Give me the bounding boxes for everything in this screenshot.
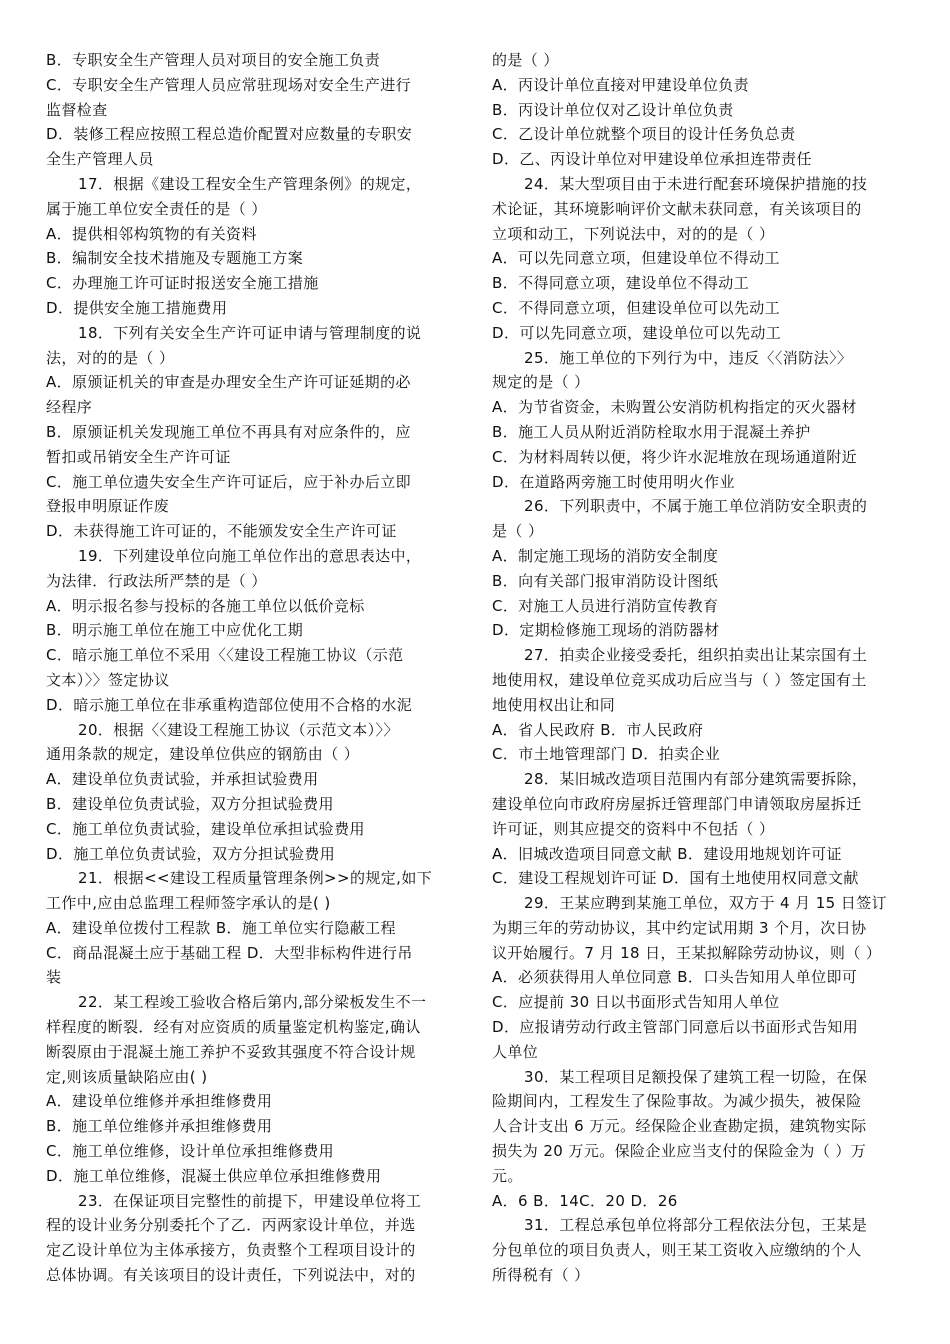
text-line: A．建设单位维修并承担维修费用 [46,1092,273,1111]
text-line: 为法律．行政法所严禁的是（ ） [46,571,267,590]
text-line: C．乙设计单位就整个项目的设计任务负总责 [492,125,796,144]
text-line: A．为节省资金，未购置公安消防机构指定的灭火器材 [492,398,857,417]
text-line: C．暗示施工单位不采用〈〈建设工程施工协议（示范 [46,646,404,665]
text-line: 文本）〉〉签定协议 [46,670,170,689]
text-line: D．施工单位维修，混凝土供应单位承担维修费用 [46,1166,382,1185]
text-line: A．6 B．14C．20 D．26 [492,1191,678,1210]
text-line: 许可证，则其应提交的资料中不包括（ ） [492,819,775,838]
text-line: D．可以先同意立项，建设单位可以先动工 [492,323,782,342]
text-line: C．专职安全生产管理人员应常驻现场对安全生产进行 [46,75,412,94]
question-stem-line: 18．下列有关安全生产许可证申请与管理制度的说 [78,323,422,342]
text-line: 元。 [492,1166,523,1185]
text-line: 立项和动工，下列说法中，对的的是（ ） [492,224,775,243]
text-line: 属于施工单位安全责任的是（ ） [46,199,267,218]
text-line: C．市土地管理部门 D．拍卖企业 [492,745,721,764]
text-line: 暂扣或吊销安全生产许可证 [46,447,231,466]
text-line: C．商品混凝土应于基础工程 D．大型非标构件进行吊 [46,943,413,962]
text-line: B．建设单位负责试验，双方分担试验费用 [46,794,334,813]
question-stem-line: 30．某工程项目足额投保了建筑工程一切险，在保 [524,1067,868,1086]
question-stem-line: 25．施工单位的下列行为中，违反〈〈消防法〉〉 [524,348,853,367]
question-stem-line: 23．在保证项目完整性的前提下，甲建设单位将工 [78,1191,422,1210]
question-stem-line: 31．工程总承包单位将部分工程依法分包，王某是 [524,1216,868,1235]
text-line: A．提供相邻构筑物的有关资料 [46,224,257,243]
text-line: 损失为 20 万元。保险企业应当支付的保险金为（ ）万 [492,1142,867,1161]
text-line: 登报申明原证作废 [46,497,170,516]
text-line: A．制定施工现场的消防安全制度 [492,546,719,565]
left-column [46,48,456,1288]
text-line: D．提供安全施工措施费用 [46,298,228,317]
question-stem-line: 22．某工程竣工验收合格后第内,部分梁板发生不一 [78,993,427,1012]
text-line: B．丙设计单位仅对乙设计单位负责 [492,100,734,119]
text-line: 地使用权出让和同 [492,695,616,714]
text-line: 议开始履行。7 月 18 日，王某拟解除劳动协议，则（ ） [492,943,882,962]
text-line: C．不得同意立项，但建设单位可以先动工 [492,298,781,317]
text-line: A．省人民政府 B．市人民政府 [492,720,704,739]
text-line: D．施工单位负责试验，双方分担试验费用 [46,844,336,863]
question-stem-line: 21．根据<<建设工程质量管理条例>>的规定,如下 [78,869,433,888]
right-column [492,48,906,1288]
text-line: A．明示报名参与投标的各施工单位以低价竞标 [46,596,365,615]
text-line: D．定期检修施工现场的消防器材 [492,621,720,640]
text-line: 的是（ ） [492,51,559,69]
text-line: 全生产管理人员 [46,150,154,169]
text-line: 程的设计业务分别委托个了乙．丙两家设计单位，并选 [46,1216,416,1235]
text-line: 是（ ） [492,522,544,541]
text-line: B．编制安全技术措施及专题施工方案 [46,249,304,268]
text-line: D．乙、丙设计单位对甲建设单位承担连带责任 [492,150,812,169]
text-line: A．旧城改造项目同意文献 B．建设用地规划许可证 [492,844,842,863]
text-line: C．施工单位遗失安全生产许可证后，应于补办后立即 [46,472,412,491]
text-line: 地使用权，建设单位竞买成功后应当与（ ）签定国有土 [492,670,867,689]
text-line: 断裂原由于混凝土施工养护不妥致其强度不符合设计规 [46,1042,416,1061]
text-line: 装 [46,968,62,987]
text-line: D．暗示施工单位在非承重构造部位使用不合格的水泥 [46,695,413,714]
text-line: D．装修工程应按照工程总造价配置对应数量的专职安 [46,125,413,144]
question-stem-line: 19．下列建设单位向施工单位作出的意思表达中， [78,546,422,565]
text-line: C．为材料周转以便，将少许水泥堆放在现场通道附近 [492,447,858,466]
text-line: C．施工单位负责试验，建设单位承担试验费用 [46,819,365,838]
text-line: 险期间内，工程发生了保险事故。为减少损失，被保险 [492,1092,862,1111]
text-line: B．专职安全生产管理人员对项目的安全施工负责 [46,51,381,69]
text-line: B．施工单位维修并承担维修费用 [46,1117,273,1136]
text-line: 人合计支出 6 万元。经保险企业查勘定损，建筑物实际 [492,1117,867,1136]
question-stem-line: 29．王某应聘到某施工单位，双方于 4 月 15 日签订 [524,894,887,913]
text-line: 工作中,应由总监理工程师签字承认的是( ) [46,894,331,913]
text-line: A．建设单位负责试验，并承担试验费用 [46,770,319,789]
text-line: 通用条款的规定，建设单位供应的钢筋由（ ） [46,745,360,764]
text-line: 建设单位向市政府房屋拆迁管理部门申请领取房屋拆迁 [492,794,862,813]
text-line: 法，对的的是（ ） [46,348,175,367]
text-line: A．原颁证机关的审查是办理安全生产许可证延期的必 [46,373,411,392]
text-line: B．施工人员从附近消防栓取水用于混凝土养护 [492,422,811,441]
text-line: C．对施工人员进行消防宣传教育 [492,596,719,615]
text-line: C．施工单位维修，设计单位承担维修费用 [46,1142,335,1161]
text-line: 为期三年的劳动协议，其中约定试用期 3 个月，次日协 [492,918,867,937]
text-line: 人单位 [492,1042,539,1061]
text-line: A．必须获得用人单位同意 B．口头告知用人单位即可 [492,968,858,987]
text-line: A．可以先同意立项，但建设单位不得动工 [492,249,780,268]
text-line: 监督检查 [46,100,108,119]
question-stem-line: 20．根据〈〈建设工程施工协议（示范文本）〉〉 [78,720,399,739]
text-line: B．明示施工单位在施工中应优化工期 [46,621,304,640]
question-stem-line: 27．拍卖企业接受委托，组织拍卖出让某宗国有土 [524,646,868,665]
text-line: 定,则该质量缺陷应由( ) [46,1067,208,1086]
text-line: 样程度的断裂．经有对应资质的质量鉴定机构鉴定,确认 [46,1018,421,1037]
text-line: 经程序 [46,398,93,417]
text-line: 总体协调。有关该项目的设计责任，下列说法中，对的 [46,1266,416,1285]
text-line: D．应报请劳动行政主管部门同意后以书面形式告知用 [492,1018,859,1037]
text-line: 所得税有（ ） [492,1266,590,1285]
text-line: C．建设工程规划许可证 D．国有土地使用权同意文献 [492,869,859,888]
question-stem-line: 26．下列职责中，不属于施工单位消防安全职责的 [524,497,868,516]
text-line: B．不得同意立项，建设单位不得动工 [492,274,750,293]
text-line: 规定的是（ ） [492,373,590,392]
text-line: D．未获得施工许可证的，不能颁发安全生产许可证 [46,522,397,541]
text-line: B．向有关部门报审消防设计图纸 [492,571,719,590]
text-line: C．办理施工许可证时报送安全施工措施 [46,274,319,293]
question-stem-line: 17．根据《建设工程安全生产管理条例》的规定， [78,174,422,193]
text-line: A．建设单位拨付工程款 B．施工单位实行隐蔽工程 [46,918,396,937]
text-line: 术论证，其环境影响评价文献未获同意，有关该项目的 [492,199,862,218]
question-stem-line: 28．某旧城改造项目范围内有部分建筑需要拆除， [524,770,868,789]
text-line: D．在道路两旁施工时使用明火作业 [492,472,735,491]
text-line: 分包单位的项目负责人，则王某工资收入应缴纳的个人 [492,1241,862,1260]
question-stem-line: 24．某大型项目由于未进行配套环境保护措施的技 [524,174,868,193]
text-line: 定乙设计单位为主体承接方，负责整个工程项目设计的 [46,1241,416,1260]
text-line: C．应提前 30 日以书面形式告知用人单位 [492,993,780,1012]
text-line: A．丙设计单位直接对甲建设单位负责 [492,75,750,94]
text-line: B．原颁证机关发现施工单位不再具有对应条件的，应 [46,422,411,441]
